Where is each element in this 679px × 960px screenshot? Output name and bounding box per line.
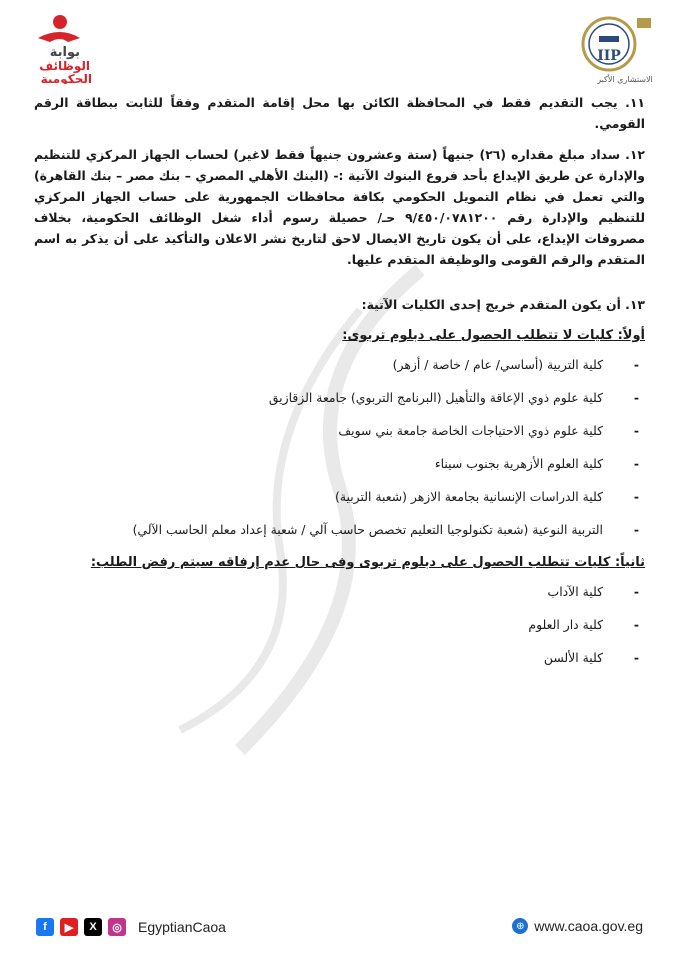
- logo-text-line3: الحكومية: [40, 72, 92, 84]
- paragraph-13: ١٣. أن يكون المتقدم خريج إحدى الكليات الآتية:: [361, 297, 645, 312]
- instagram-icon[interactable]: ◎: [108, 918, 126, 936]
- section-second-heading: ثانياً: كليات تتطلب الحصول على دبلوم تربوى وفى حال عدم إرفاقه سيتم رفض الطلب:: [90, 555, 645, 570]
- globe-icon: ⊕: [512, 918, 528, 934]
- logo-text-line1: بوابة: [49, 45, 80, 60]
- iip-logo-text: IIP: [597, 48, 621, 64]
- x-icon[interactable]: X: [84, 918, 102, 936]
- section-second-list: [34, 581, 645, 668]
- paragraph-12: ١٢. سداد مبلغ مقداره (٢٦) جنيهاً (ستة وعشرون جنيهاً فقط لاغير) لحساب الجهاز المركزي للتنظيم والإدارة عن طريق الإيداع بأحد فروع البنوك الآتية :- (البنك الأهلي المصري – بنك مصر – بنك القاهرة) والتي تعمل في نظام التمويل الحكومي بكافة محافظات الجمهورية على حساب الجهاز المركزي للتنظيم والإدارة رقم ٩/٤٥٠/٠٧٨١٢٠٠ حـ/ حصيلة رسوم أداء شغل الوظائف الحكومية، بخلاف مصروفات الإيداع، على أن يكون تاريخ الايصال لاحق لتاريخ نشر الاعلان والتأكيد على أن يذكر به اسم المتقدم والرقم القومى والوظيفة المتقدم عليها.: [34, 147, 645, 267]
- list-item: - كلية الدراسات الإنسانية بجامعة الازهر (شعبة التربية): [34, 486, 645, 507]
- facebook-icon[interactable]: f: [36, 918, 54, 936]
- logo-text-line2: الوظائف: [39, 59, 90, 73]
- document-body: [34, 92, 645, 680]
- list-item: - كلية الألسن: [34, 647, 645, 668]
- list-item: - كلية دار العلوم: [34, 614, 645, 635]
- logo-caption: الاستشاري الأكبر: [597, 75, 653, 84]
- social-handle[interactable]: EgyptianCaoa: [138, 919, 226, 935]
- list-item: - التربية النوعية (شعبة تكنولوجيا التعليم تخصص حاسب آلي / شعبة إعداد معلم الحاسب الآلي): [34, 519, 645, 540]
- page-header: [0, 0, 679, 92]
- list-item: - كلية علوم ذوي الاحتياجات الخاصة جامعة بني سويف: [34, 420, 645, 441]
- list-item: - كلية العلوم الأزهرية بجنوب سيناء: [34, 453, 645, 474]
- paragraph-11: ١١. يجب التقديم فقط في المحافظة الكائن بها محل إقامة المتقدم وفقاً للثابت ببطاقة الرقم القومي.: [34, 95, 645, 131]
- caoa-iip-logo: [579, 6, 671, 86]
- page-footer: [0, 890, 679, 960]
- list-item: - كلية الآداب: [34, 581, 645, 602]
- list-item: - كلية علوم ذوي الإعاقة والتأهيل (البرنامج التربوي) جامعة الزقازيق: [34, 387, 645, 408]
- government-jobs-portal-logo: [10, 8, 102, 84]
- youtube-icon[interactable]: ▶: [60, 918, 78, 936]
- section-first-heading: أولاً: كليات لا تتطلب الحصول على دبلوم تربوى:: [342, 328, 645, 343]
- list-item: - كلية التربية (أساسي/ عام / خاصة / أزهر): [34, 354, 645, 375]
- section-first-list: [34, 354, 645, 540]
- website-link[interactable]: [512, 918, 643, 934]
- website-url[interactable]: www.caoa.gov.eg: [534, 918, 643, 934]
- social-links: [36, 918, 226, 936]
